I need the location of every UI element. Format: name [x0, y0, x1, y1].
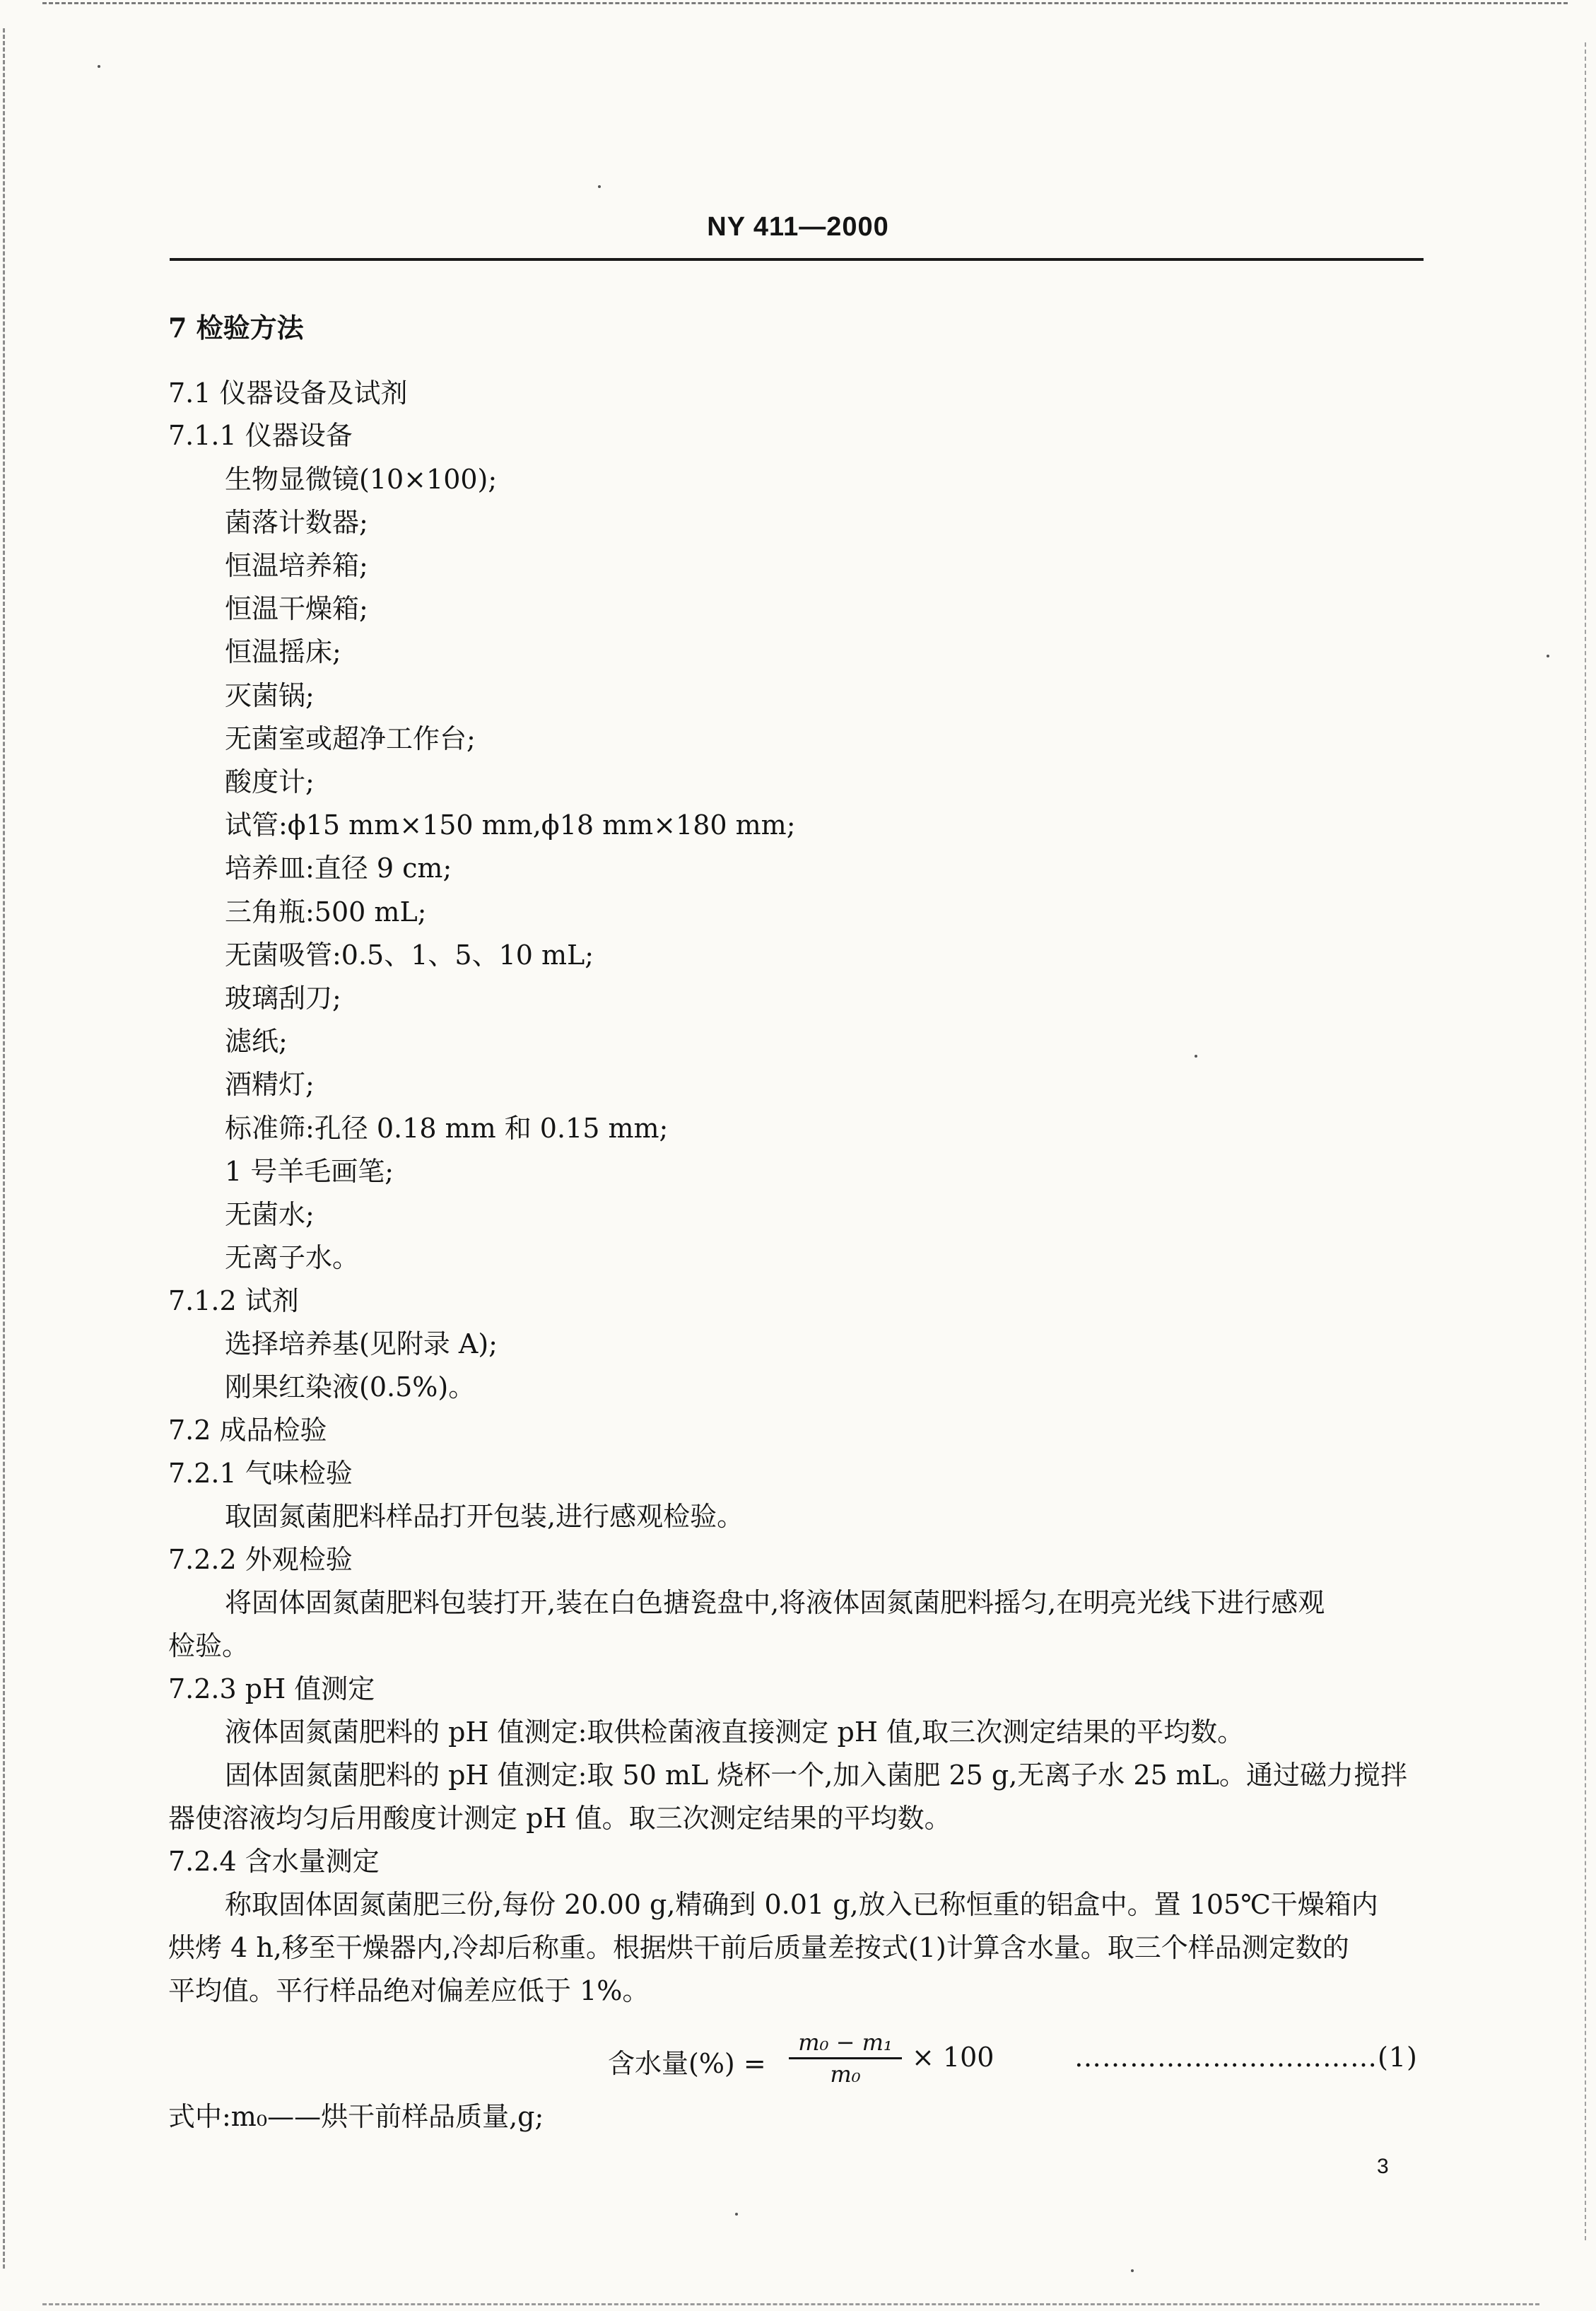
section-7-title: 7 检验方法 [168, 312, 304, 344]
paragraph-text: 检验。 [168, 1630, 250, 1661]
list-item: 恒温干燥箱; [225, 593, 368, 624]
paragraph-text: 将固体固氮菌肥料包装打开,装在白色搪瓷盘中,将液体固氮菌肥料摇匀,在明亮光线下进行感观 [225, 1587, 1325, 1618]
scan-speck [1131, 2269, 1134, 2272]
scan-edge-top [42, 2, 1568, 4]
scan-edge-left [3, 28, 5, 2269]
section-7-1-title: 7.1 仪器设备及试剂 [168, 378, 408, 409]
formula-number: ……………………………(1) [1074, 2042, 1418, 2073]
paragraph-text: 取固氮菌肥料样品打开包装,进行感观检验。 [225, 1501, 744, 1532]
list-item: 三角瓶:500 mL; [225, 896, 427, 928]
list-item: 无菌室或超净工作台; [225, 723, 476, 754]
scan-speck [1195, 1055, 1197, 1058]
formula-fraction [789, 2029, 902, 2088]
list-item: 灭菌锅; [225, 680, 315, 711]
standard-code-header: NY 411—2000 [707, 212, 889, 242]
fraction-bar [789, 2057, 902, 2059]
list-item: 酸度计; [225, 766, 315, 797]
paragraph-text: 烘烤 4 h,移至干燥器内,冷却后称重。根据烘干前后质量差按式(1)计算含水量。取三个样品测定数的 [168, 1932, 1349, 1963]
formula-rhs: × 100 [912, 2042, 994, 2073]
list-item: 酒精灯; [225, 1069, 315, 1100]
paragraph-text: 固体固氮菌肥料的 pH 值测定:取 50 mL 烧杯一个,加入菌肥 25 g,无离子水 25 mL。通过磁力搅拌 [225, 1760, 1408, 1791]
formula-denominator: m₀ [830, 2061, 861, 2088]
list-item: 培养皿:直径 9 cm; [225, 853, 452, 884]
paragraph-text: 平均值。平行样品绝对偏差应低于 1%。 [168, 1975, 650, 2006]
list-item: 选择培养基(见附录 A); [225, 1328, 498, 1359]
scan-edge-right [1585, 42, 1586, 2240]
list-item: 滤纸; [225, 1026, 288, 1057]
paragraph-text: 器使溶液均匀后用酸度计测定 pH 值。取三次测定结果的平均数。 [168, 1803, 951, 1834]
list-item: 无离子水。 [225, 1242, 360, 1273]
section-7-1-2-title: 7.1.2 试剂 [168, 1285, 299, 1316]
formula-numerator: m₀ − m₁ [798, 2029, 893, 2056]
list-item: 试管:ϕ15 mm×150 mm,ϕ18 mm×180 mm; [225, 809, 796, 841]
section-7-2-2-title: 7.2.2 外观检验 [168, 1544, 353, 1575]
section-7-2-title: 7.2 成品检验 [168, 1415, 327, 1446]
scan-speck [598, 185, 601, 188]
list-item: 刚果红染液(0.5%)。 [225, 1371, 476, 1403]
header-rule [170, 258, 1424, 261]
list-item: 恒温摇床; [225, 636, 341, 667]
section-7-2-1-title: 7.2.1 气味检验 [168, 1458, 353, 1489]
section-7-2-4-title: 7.2.4 含水量测定 [168, 1846, 380, 1877]
scan-speck [98, 65, 100, 68]
formula-lhs: 含水量(%) = [608, 2048, 766, 2079]
list-item: 恒温培养箱; [225, 550, 368, 581]
scan-edge-bottom [42, 2303, 1539, 2305]
list-item: 生物显微镜(10×100); [225, 464, 498, 495]
page-number: 3 [1377, 2155, 1389, 2178]
list-item: 无菌水; [225, 1199, 315, 1230]
list-item: 无菌吸管:0.5、1、5、10 mL; [225, 940, 594, 971]
scan-speck [1547, 655, 1549, 657]
list-item: 标准筛:孔径 0.18 mm 和 0.15 mm; [225, 1113, 669, 1144]
section-7-2-3-title: 7.2.3 pH 值测定 [168, 1673, 375, 1704]
section-7-1-1-title: 7.1.1 仪器设备 [168, 420, 353, 451]
paragraph-text: 液体固氮菌肥料的 pH 值测定:取供检菌液直接测定 pH 值,取三次测定结果的平均数。 [225, 1716, 1245, 1748]
where-clause: 式中:m₀——烘干前样品质量,g; [168, 2101, 544, 2132]
list-item: 菌落计数器; [225, 507, 368, 538]
list-item: 1 号羊毛画笔; [225, 1156, 394, 1187]
scan-speck [735, 2213, 738, 2216]
list-item: 玻璃刮刀; [225, 983, 341, 1014]
paragraph-text: 称取固体固氮菌肥三份,每份 20.00 g,精确到 0.01 g,放入已称恒重的铝盒中。置 105℃干燥箱内 [225, 1889, 1378, 1920]
